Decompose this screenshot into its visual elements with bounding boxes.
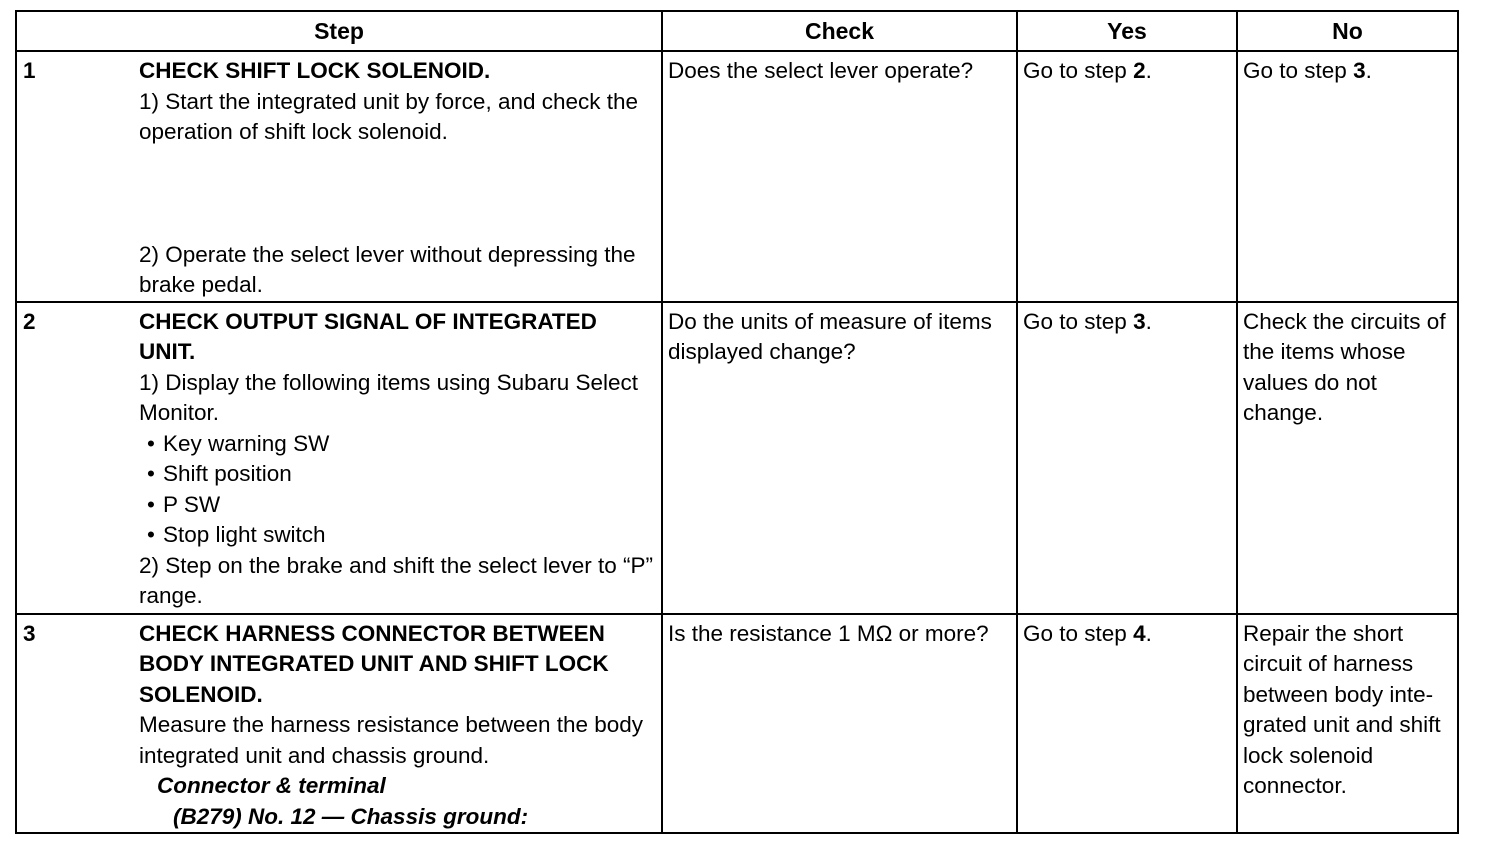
step-line: 1) Start the integrated unit by force, and check the operation of shift lock solenoid. (139, 88, 639, 144)
yes-prefix: Go to step (1023, 58, 1134, 83)
table-row (16, 51, 1458, 302)
yes-cell (1017, 51, 1237, 302)
yes-suffix: . (1145, 620, 1152, 646)
step-title: CHECK OUTPUT SIGNAL OF INTEGRATED UNIT. (139, 308, 597, 364)
yes-step-link: 3 (1133, 308, 1146, 334)
step-line: 2) Step on the brake and shift the select lever to “P” range. (139, 552, 654, 608)
step-title: CHECK SHIFT LOCK SOLENOID. (139, 58, 491, 83)
step-number: 1 (16, 51, 139, 302)
yes-cell (1017, 302, 1237, 614)
yes-cell (1017, 614, 1237, 834)
connector-value: (B279) No. 12 — Chassis ground: (173, 803, 529, 829)
header-row (16, 11, 1458, 51)
header-step: Step (16, 11, 662, 51)
connector-label: Connector & terminal (157, 773, 386, 798)
yes-prefix: Go to step (1023, 620, 1134, 646)
step-line: 1) Display the following items using Subaru Select Monitor. (139, 369, 638, 425)
yes-suffix: . (1145, 58, 1152, 83)
no-step-link: 3 (1353, 58, 1366, 83)
header-no: No (1237, 11, 1458, 51)
no-cell (1237, 51, 1458, 302)
no-suffix: . (1365, 58, 1372, 83)
no-cell: Check the circuits of the items whose values do not change. (1237, 302, 1458, 614)
check-cell: Does the select lever operate? (662, 51, 1017, 302)
header-yes: Yes (1017, 11, 1237, 51)
spacer (139, 148, 657, 240)
yes-step-link: 4 (1133, 620, 1146, 646)
step-cell (139, 51, 662, 302)
no-prefix: Go to step (1243, 58, 1354, 83)
bullet-item: • P SW (139, 490, 657, 521)
yes-prefix: Go to step (1023, 308, 1134, 334)
bullet-item: • Key warning SW (139, 429, 657, 460)
step-cell (139, 302, 662, 614)
check-cell: Do the units of measure of items displayed change? (662, 302, 1017, 614)
bullet-item: • Stop light switch (139, 520, 657, 551)
yes-suffix: . (1145, 308, 1152, 334)
step-title: CHECK HARNESS CONNECTOR BETWEEN BODY INTEGRATED UNIT AND SHIFT LOCK SOLENOID. (139, 620, 609, 707)
no-cell: Repair the short circuit of harness between body inte-grated unit and shift lock solenoid connector. (1237, 614, 1458, 834)
step-cell (139, 614, 662, 834)
yes-step-link: 2 (1133, 58, 1146, 83)
troubleshooting-table (15, 10, 1459, 834)
header-check: Check (662, 11, 1017, 51)
table-row (16, 614, 1458, 834)
step-line: Measure the harness resistance between the body integrated unit and chassis ground. (139, 712, 644, 768)
bullet-item: • Shift position (139, 459, 657, 490)
table-row (16, 302, 1458, 614)
step-number: 2 (16, 302, 139, 614)
step-line: 2) Operate the select lever without depressing the brake pedal. (139, 241, 636, 297)
step-number: 3 (16, 614, 139, 834)
check-cell: Is the resistance 1 MΩ or more? (662, 614, 1017, 834)
